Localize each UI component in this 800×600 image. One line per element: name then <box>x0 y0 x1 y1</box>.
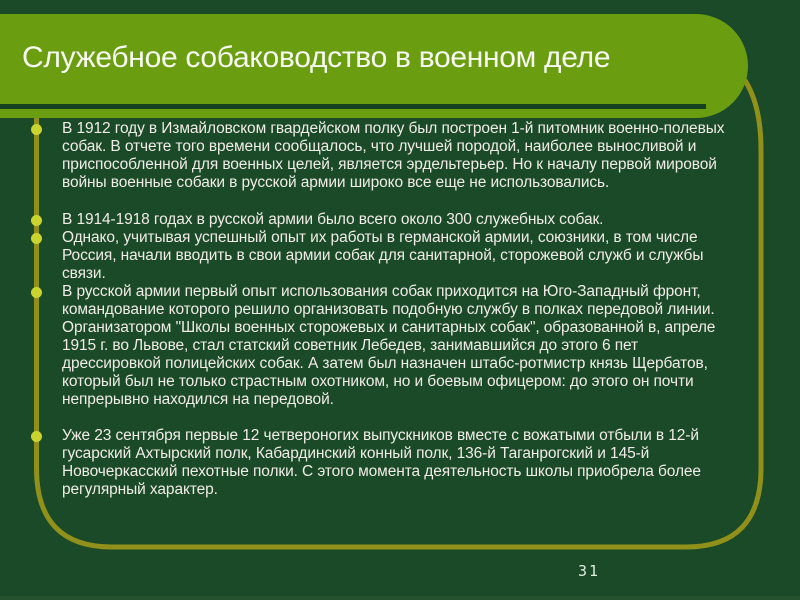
title-banner <box>0 14 748 118</box>
bullet-text: В 1914-1918 годах в русской армии было всего около 300 служебных собак. <box>62 211 604 228</box>
bullet-item <box>62 229 740 283</box>
bullet-dot-icon <box>31 233 42 244</box>
bullet-text: В 1912 году в Измайловском гвардейском полку был построен 1-й питомник военно-полевых собак. В отчете того времени сообщалось, что лучшей породой, наиболее выносливой и приспособленной для военных целей, является эрдельтерьер. Но к началу первой мировой войны военные собаки в русской армии широко все еще не использовались. <box>62 120 725 191</box>
bullet-item <box>62 427 740 499</box>
bullet-text: Однако, учитывая успешный опыт их работы в германской армии, союзники, в том числе Россия, начали вводить в свои армии собак для санитарной, сторожевой служб и службы связи. <box>62 229 704 282</box>
bullet-text: В русской армии первый опыт использования собак приходится на Юго-Западный фронт, командование которого решило организовать подобную службу в полках передовой линии. Организатором "Школы военных сторожевых и санитарных собак", образованной в, апреле 1915 г. во Львове, стал статский советник Лебедев, занимавшийся до этого 6 пет дрессировкой полицейских собак. А затем был назначен штабс-ротмистр князь Щербатов, который был не только страстным охотником, но и боевым офицером: до этого он почти непрерывно находился на передовой. <box>62 283 716 408</box>
bullet-text: Уже 23 сентября первые 12 четвероногих выпускников вместе с вожатыми отбыли в 12-й гусарский Ахтырский полк, Кабардинский конный полк, 136-й Таганрогский и 145-й Новочеркасский пехотные полки. С этого момента деятельность школы приобрела более регулярный характер. <box>62 427 701 498</box>
page-number: 31 <box>578 562 601 580</box>
bullet-dot-icon <box>31 287 42 298</box>
title-underline <box>0 104 706 109</box>
bottom-edge-strip <box>0 596 800 600</box>
slide-title: Служебное собаководство в военном деле <box>22 41 611 74</box>
bullet-dot-icon <box>31 215 42 226</box>
bullet-dot-icon <box>31 124 42 135</box>
bullet-dot-icon <box>31 431 42 442</box>
bullet-item <box>62 283 740 409</box>
bullet-item <box>62 120 740 192</box>
bullet-item <box>62 211 740 229</box>
